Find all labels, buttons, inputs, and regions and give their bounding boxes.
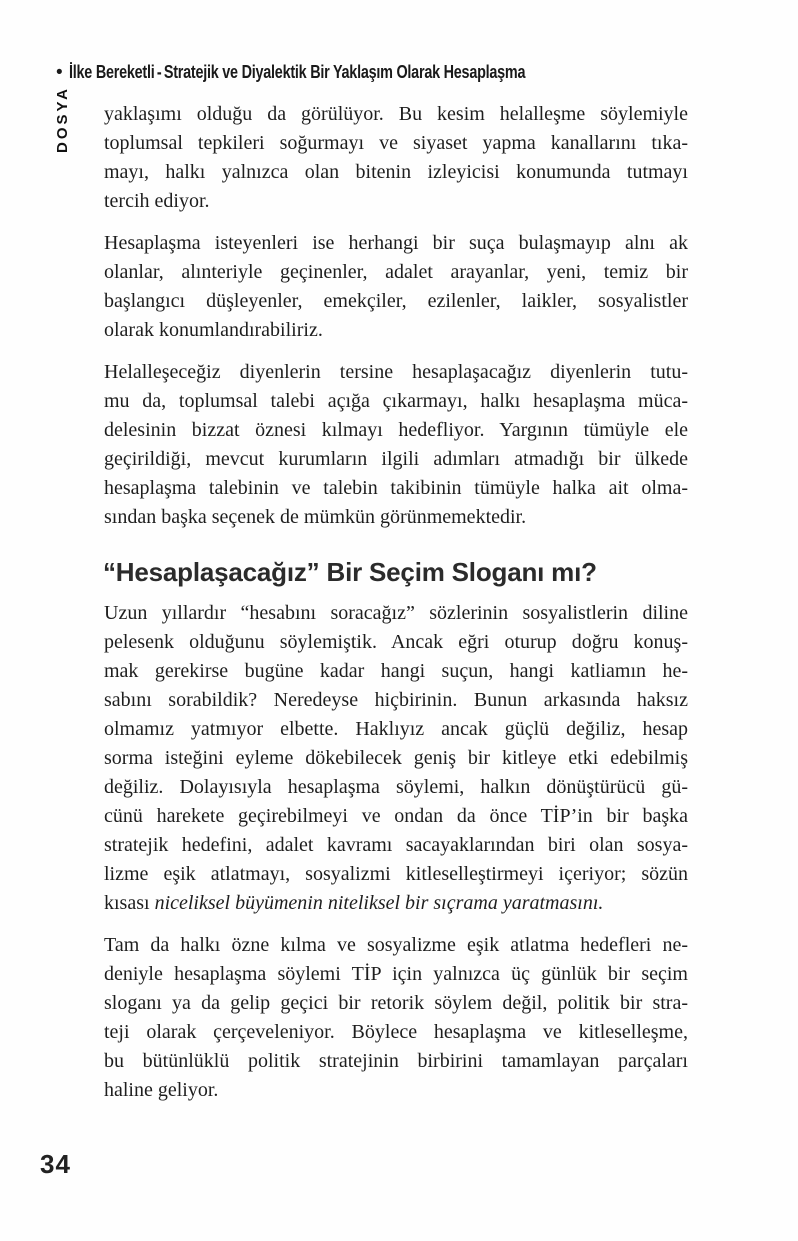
- text-line: mak gerekirse bugüne kadar hangi suçun, hangi katliamın he-: [104, 660, 688, 682]
- text-line: sından başka seçenek de mümkün görünmemektedir.: [104, 506, 527, 528]
- text-line: değiliz. Dolayısıyla hesaplaşma söylemi, halkın dönüştürücü gü-: [104, 776, 688, 798]
- paragraph: [104, 931, 688, 1105]
- text-line: sorma isteğini eyleme dökebilecek geniş bir kitleye etki edebilmiş: [104, 747, 688, 769]
- paragraph: [104, 229, 688, 345]
- text-line: kısası niceliksel büyümenin niteliksel bir sıçrama yaratmasını.: [104, 892, 604, 914]
- text-line: delesinin bizzat öznesi kılmayı hedefliyor. Yargının tümüyle ele: [104, 419, 688, 441]
- text-line: mayı, halkı yalnızca olan bitenin izleyicisi konumunda tutmayı: [104, 161, 688, 183]
- bullet-icon: •: [56, 62, 63, 83]
- text-line: Tam da halkı özne kılma ve sosyalizme eşik atlatma hedefleri ne-: [104, 934, 688, 956]
- text-line: teji olarak çerçeveleniyor. Böylece hesaplaşma ve kitleselleşme,: [104, 1021, 688, 1043]
- header-text: [69, 62, 525, 83]
- section-heading: “Hesaplaşacağız” Bir Seçim Sloganı mı?: [103, 557, 597, 587]
- text-line: Helalleşeceğiz diyenlerin tersine hesaplaşacağız diyenlerin tutu-: [104, 361, 688, 383]
- text-line: başlangıcı düşleyenler, emekçiler, ezilenler, laikler, sosyalistler: [104, 290, 688, 312]
- text-line: deniyle hesaplaşma söylemi TİP için yalnızca üç günlük bir seçim: [104, 963, 688, 985]
- text-line: bu bütünlüklü politik stratejinin birbirini tamamlayan parçaları: [104, 1050, 688, 1072]
- text-line: Uzun yıllardır “hesabını soracağız” sözlerinin sosyalistlerin diline: [104, 602, 688, 624]
- body-text: [104, 100, 688, 1105]
- text-line: hesaplaşma talebinin ve talebin takibinin tümüyle halka ait olma-: [104, 477, 688, 499]
- text-line: olmamız yatmıyor elbette. Haklıyız ancak güçlü değiliz, hesap: [104, 718, 688, 740]
- section-sidebar-label: DOSYA: [54, 86, 71, 153]
- text-line: sloganı ya da gelip geçici bir retorik söylem değil, politik bir stra-: [104, 992, 688, 1014]
- header-title: Stratejik ve Diyalektik Bir Yaklaşım Olarak Hesaplaşma: [163, 62, 525, 82]
- header-author: İlke Bereketli: [68, 62, 155, 82]
- text-line: lizme eşik atlatmayı, sosyalizmi kitleselleştirmeyi içeriyor; sözün: [104, 863, 688, 885]
- text-line: stratejik hedefini, adalet kavramı sacayaklarından biri olan sosya-: [104, 834, 688, 856]
- text-line: Hesaplaşma isteyenleri ise herhangi bir suça bulaşmayıp alnı ak: [104, 232, 688, 254]
- header-separator: -: [156, 62, 162, 82]
- text-line: olarak konumlandırabiliriz.: [104, 319, 323, 341]
- text-line: mu da, toplumsal talebi açığa çıkarmayı, halkı hesaplaşma müca-: [104, 390, 688, 412]
- text-line: yaklaşımı olduğu da görülüyor. Bu kesim helalleşme söylemiyle: [104, 103, 688, 125]
- text-line: haline geliyor.: [104, 1079, 219, 1101]
- running-header: [56, 62, 639, 83]
- text-line: sabını sorabildik? Neredeyse hiçbirinin. Bunun arkasında haksız: [104, 689, 688, 711]
- paragraph: [104, 599, 688, 918]
- text-line: olanlar, alınteriyle geçinenler, adalet arayanlar, yeni, temiz bir: [104, 261, 688, 283]
- paragraph: [104, 358, 688, 532]
- text-line: tercih ediyor.: [104, 190, 210, 212]
- text-line: cünü harekete geçirebilmeyi ve ondan da önce TİP’in bir başka: [104, 805, 688, 827]
- page-number: 34: [40, 1149, 71, 1179]
- paragraph: [104, 100, 688, 216]
- text-line: geçirildiği, mevcut kurumların ilgili adımları atmadığı bir ülkede: [104, 448, 688, 470]
- text-line: pelesenk olduğunu söylemiştik. Ancak eğri oturup doğru konuş-: [104, 631, 688, 653]
- text-line: toplumsal tepkileri soğurmayı ve siyaset yapma kanallarını tıka-: [104, 132, 688, 154]
